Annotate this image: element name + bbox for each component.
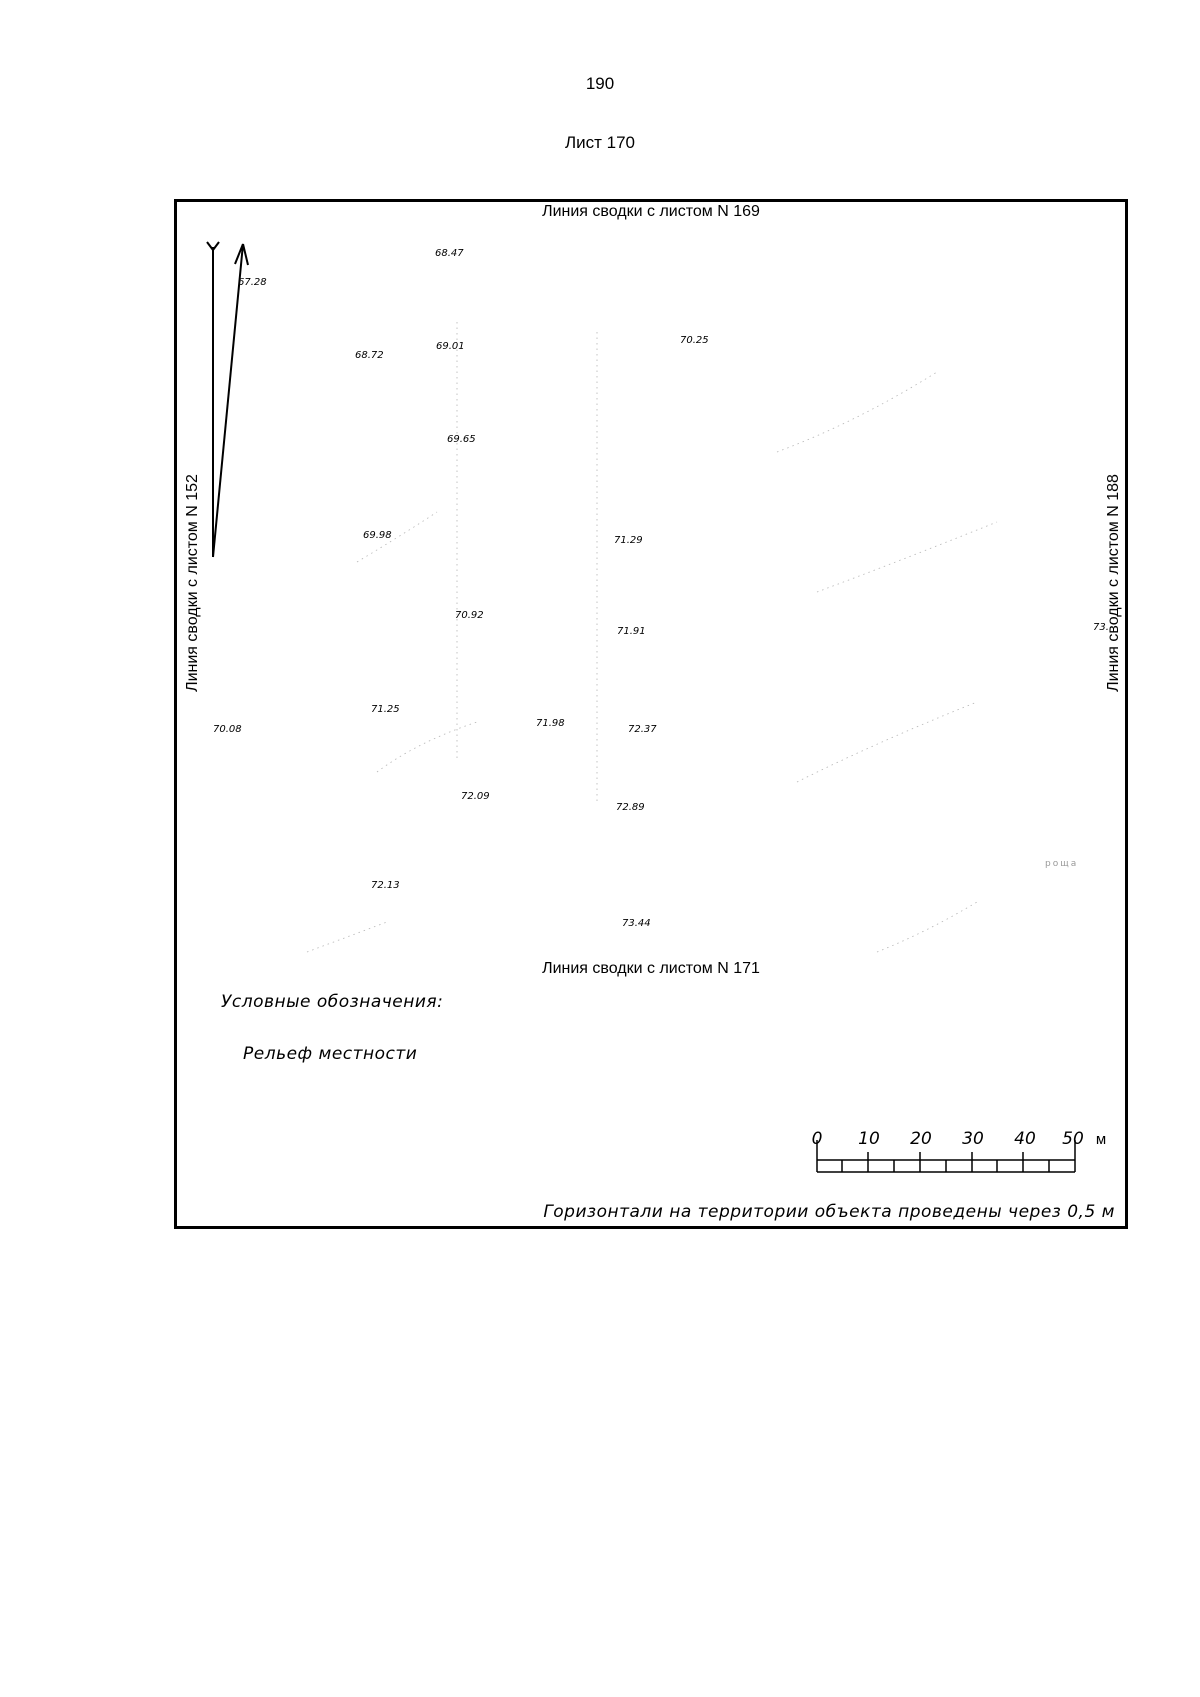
elevation-mark: 72.89 [616,802,645,813]
scale-tick-label: 0 [811,1129,823,1149]
elevation-mark: 69.98 [363,530,392,541]
elevation-marks [213,248,1109,929]
contour-lines [307,322,997,952]
scale-bar [817,1140,1075,1172]
elevation-mark: 71.98 [536,718,565,729]
page-number: 190 [585,74,615,93]
elevation-mark: 73. [1093,622,1109,633]
elevation-mark: 73.44 [622,918,651,929]
contour-interval-note: Горизонтали на территории объекта проведены через 0,5 м [543,1202,1115,1222]
elevation-mark: 68.72 [355,350,384,361]
map-frame [174,199,1128,1229]
elevation-mark: 70.25 [680,335,709,346]
faint-area-label: роща [1045,859,1079,869]
scale-tick-label: 30 [962,1129,984,1149]
elevation-mark: 70.08 [213,724,242,735]
elevation-mark: 71.25 [371,704,400,715]
elevation-mark: 68.47 [435,248,464,259]
scale-tick-label: 10 [858,1129,880,1149]
legend-item-relief: Рельеф местности [243,1044,418,1064]
edge-label-bottom: Линия сводки с листом N 171 [542,960,760,977]
edge-label-right: Линия сводки с листом N 188 [1105,474,1122,692]
edge-label-top: Линия сводки с листом N 169 [542,203,760,220]
elevation-mark: 67.28 [238,277,267,288]
legend-title: Условные обозначения: [221,992,444,1012]
elevation-mark: 72.37 [628,724,657,735]
elevation-mark: 69.65 [447,434,476,445]
elevation-mark: 71.29 [614,535,643,546]
elevation-mark: 72.13 [371,880,400,891]
scale-tick-label: 50 [1062,1129,1084,1149]
scale-tick-label: 20 [910,1129,932,1149]
sheet-title: Лист 170 [564,133,636,152]
elevation-mark: 69.01 [436,341,465,352]
scale-labels [812,1129,1107,1149]
edge-label-left: Линия сводки с листом N 152 [184,474,201,692]
elevation-mark: 71.91 [617,626,646,637]
scale-tick-label: 40 [1014,1129,1036,1149]
elevation-mark: 72.09 [461,791,490,802]
scale-unit: м [1095,1131,1107,1148]
elevation-mark: 70.92 [455,610,484,621]
north-arrow-icon [207,242,248,557]
map-canvas [177,202,1125,1226]
